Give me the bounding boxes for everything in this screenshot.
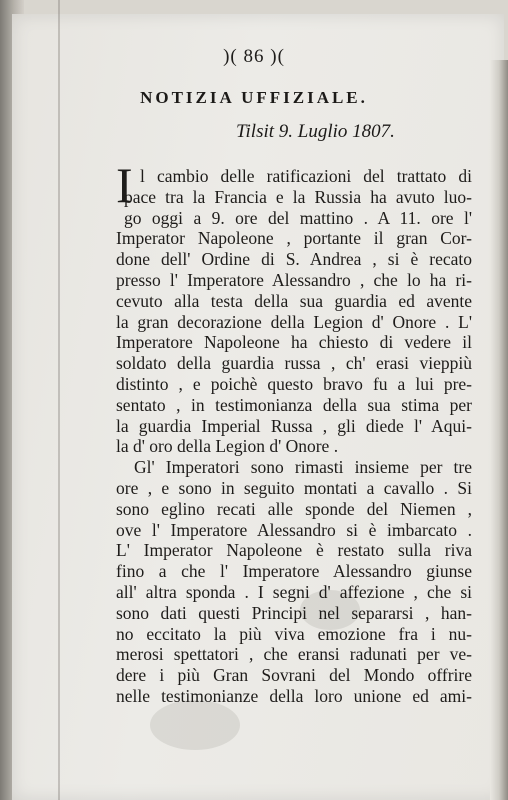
text-line: soldato della guardia russa , ch' erasi vieppiù: [116, 353, 472, 374]
paper-stain: [150, 700, 240, 750]
text-line: Gl' Imperatori sono rimasti insieme per tre: [134, 457, 472, 478]
text-line: Imperatore Napoleone ha chiesto di vedere il: [116, 332, 472, 353]
text-line: ove l' Imperatore Alessandro si è imbarcato .: [116, 519, 472, 540]
text-line: pace tra la Francia e la Russia ha avuto luo-: [124, 186, 472, 207]
text-line: l cambio delle ratificazioni del trattato di: [140, 166, 472, 186]
text-line: sentato , in testimonianza della sua stima per: [116, 394, 472, 415]
text-line: L' Imperator Napoleone è restato sulla riva: [116, 540, 472, 561]
text-line: ore , e sono in seguito montati a cavallo . Si: [116, 477, 472, 498]
binding-crease: [58, 0, 60, 800]
page-number: )( 86 )(: [223, 46, 285, 67]
text-line: presso l' Imperatore Alessandro , che lo ha ri-: [116, 269, 472, 290]
text-line: Imperator Napoleone , portante il gran Cor-: [116, 228, 472, 249]
text-line: cevuto alla testa della sua guardia ed avente: [116, 290, 472, 311]
text-line: merosi spettatori , che eransi radunati per ve-: [116, 644, 472, 665]
text-line: dere i più Gran Sovrani del Mondo offrire: [116, 665, 472, 686]
text-line: go oggi a 9. ore del mattino . A 11. ore l': [124, 207, 472, 228]
text-line: done dell' Ordine di S. Andrea , si è recato: [116, 249, 472, 270]
article-body: [116, 166, 472, 707]
text-line: nelle testimonianze della loro unione ed ami-: [116, 685, 472, 706]
text-line: fino a che l' Imperatore Alessandro giunse: [116, 561, 472, 582]
page-edge-shadow: [490, 60, 508, 800]
text-line: sono eglino recati alle sponde del Niemen ,: [116, 498, 472, 519]
article-heading: NOTIZIA UFFIZIALE.: [140, 88, 368, 107]
text-line: all' altra sponda . I segni d' affezione , che si: [116, 581, 472, 602]
drop-cap: I: [116, 157, 133, 213]
text-line: la d' oro della Legion d' Onore .: [116, 436, 339, 457]
text-line: no eccitato la più viva emozione fra i nu-: [116, 623, 472, 644]
text-line: sono dati questi Principi nel separarsi , han-: [116, 602, 472, 623]
text-line: la guardia Imperial Russa , gli diede l' Aqui-: [116, 415, 472, 436]
dateline: Tilsit 9. Luglio 1807.: [236, 121, 395, 142]
text-line: distinto , e poichè questo bravo fu a lui pre-: [116, 373, 472, 394]
text-line: la gran decorazione della Legion d' Onore . L': [116, 311, 472, 332]
